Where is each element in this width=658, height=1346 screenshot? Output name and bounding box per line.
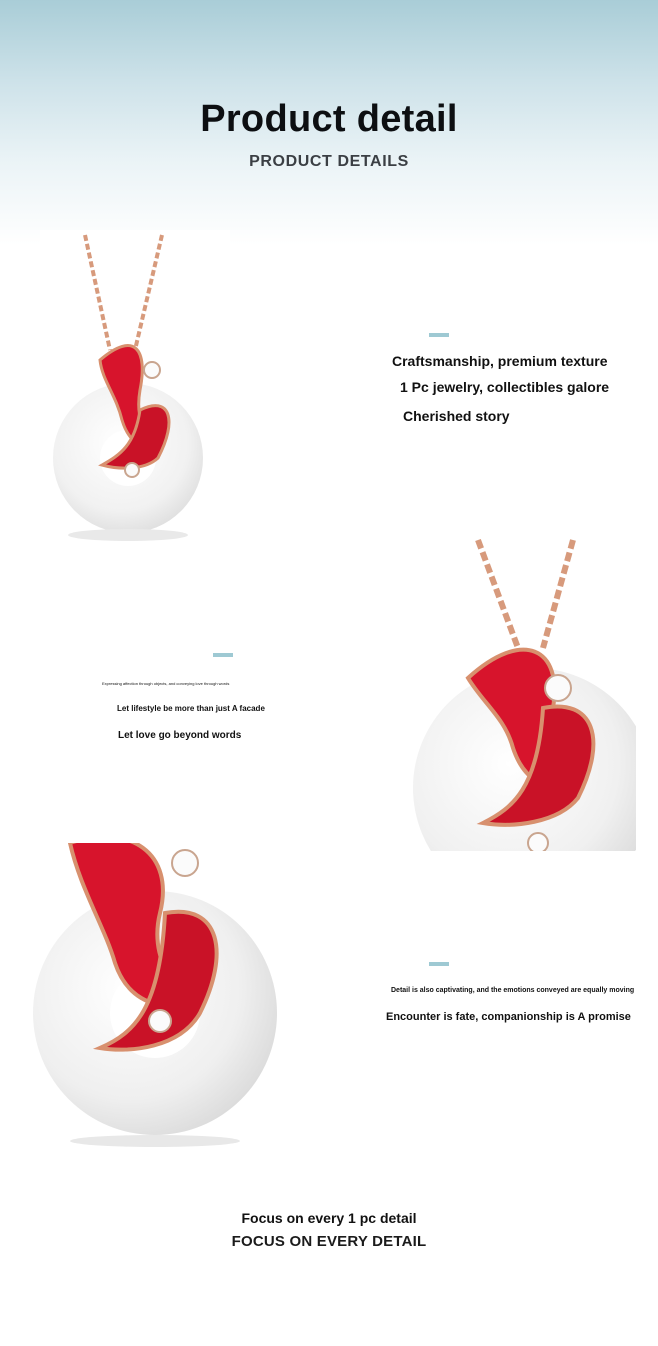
section2-accent-bar [213,653,233,657]
page-subtitle: PRODUCT DETAILS [249,153,409,170]
section3-accent-bar [429,962,449,966]
pendant-ring-image [30,843,280,1148]
section3-line: Encounter is fate, companionship is A promise [386,1011,631,1023]
pendant-necklace-image [40,230,230,550]
section2-tiny-line: Expressing affection through objects, and conveying love through words [102,681,230,686]
section2-line-2: Let love go beyond words [118,730,242,741]
section1-accent-bar [429,333,449,337]
pendant-closeup-image [413,538,636,851]
page-title: Product detail [200,98,458,140]
section3-tiny-line: Detail is also captivating, and the emotions conveyed are equally moving [391,987,635,994]
footer-title: Focus on every 1 pc detail [241,1210,417,1226]
footer-subtitle: FOCUS ON EVERY DETAIL [231,1233,427,1250]
section1-line-1: Craftsmanship, premium texture [392,353,608,369]
section2-line-1: Let lifestyle be more than just A facade [117,704,265,713]
section1-line-2: 1 Pc jewelry, collectibles galore [400,379,610,395]
section1-line-3: Cherished story [403,408,510,424]
